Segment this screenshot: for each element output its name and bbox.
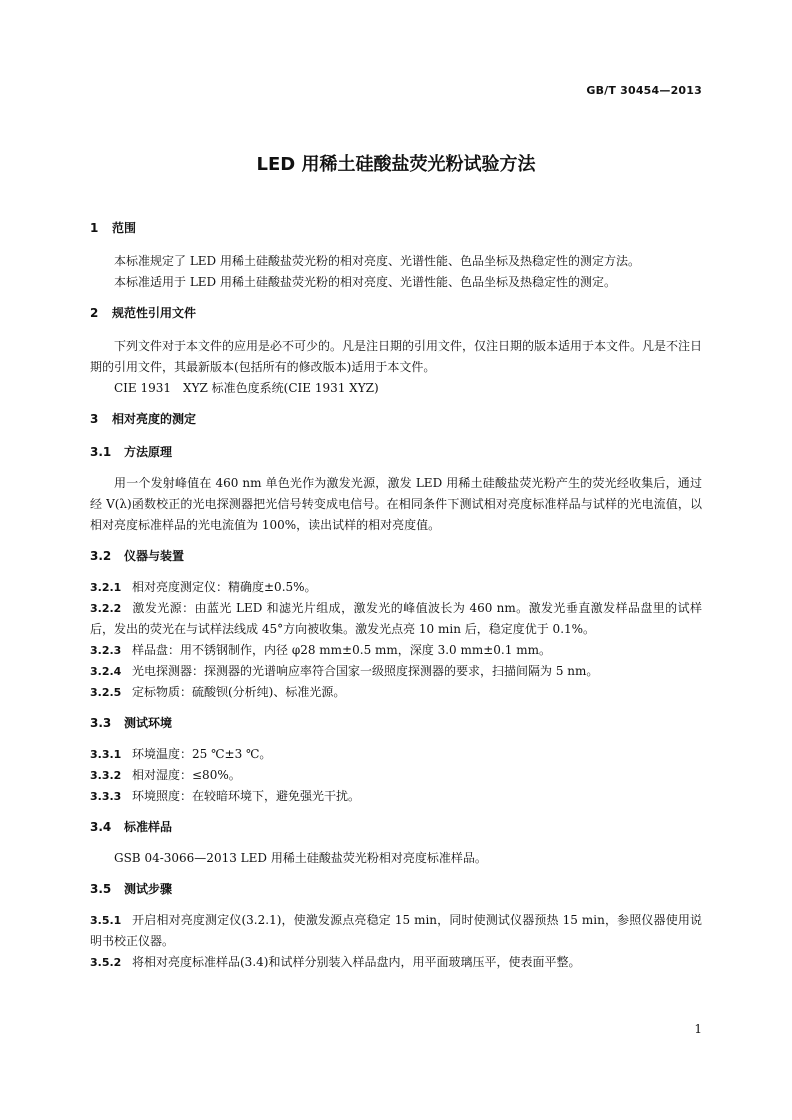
clause-item xyxy=(90,682,702,703)
clause-number: 3.5.1 xyxy=(90,914,122,927)
subsection-heading xyxy=(90,442,702,463)
clause-number: 3.2.5 xyxy=(90,686,122,699)
paragraph: 用一个发射峰值在 460 nm 单色光作为激发光源，激发 LED 用稀土硅酸盐荧光粉产生的荧光经收集后，通过经 V(λ)函数校正的光电探测器把光信号转变成电信号。在相同条件下测试相对亮度标准样品与试样的光电流值，以相对亮度标准样品的光电流值为 100%，读出试样的相对亮度值。 xyxy=(90,476,702,532)
subsection-number: 3.1 xyxy=(90,445,112,459)
subsection-number: 3.4 xyxy=(90,820,112,834)
subsection-heading xyxy=(90,817,702,838)
clause-text: 环境照度：在较暗环境下，避免强光干扰。 xyxy=(132,789,361,803)
clause-text: 定标物质：硫酸钡(分析纯)、标准光源。 xyxy=(132,685,346,699)
subsection-number: 3.2 xyxy=(90,549,112,563)
paragraph: GSB 04-3066—2013 LED 用稀土硅酸盐荧光粉相对亮度标准样品。 xyxy=(114,851,487,865)
subsection-number: 3.5 xyxy=(90,882,112,896)
clause-item xyxy=(90,640,702,661)
section-number: 2 xyxy=(90,306,99,320)
clause-text: 相对亮度测定仪：精确度±0.5%。 xyxy=(132,580,317,594)
section-title: 规范性引用文件 xyxy=(112,306,197,320)
page-number: 1 xyxy=(694,1022,702,1036)
paragraph: 下列文件对于本文件的应用是必不可少的。凡是注日期的引用文件，仅注日期的版本适用于本文件。凡是不注日期的引用文件，其最新版本(包括所有的修改版本)适用于本文件。 xyxy=(90,339,703,374)
clause-item xyxy=(90,744,702,765)
section-heading xyxy=(90,303,702,324)
paragraph: 本标准适用于 LED 用稀土硅酸盐荧光粉的相对亮度、光谱性能、色品坐标及热稳定性的测定。 xyxy=(114,275,616,289)
clause-item xyxy=(90,952,702,973)
clause-text: 样品盘：用不锈钢制作，内径 φ28 mm±0.5 mm，深度 3.0 mm±0.1 mm。 xyxy=(132,643,551,657)
subsection-title: 标准样品 xyxy=(124,820,173,834)
clause-number: 3.3.1 xyxy=(90,748,122,761)
standard-code: GB/T 30454—2013 xyxy=(586,84,702,97)
clause-number: 3.2.2 xyxy=(90,602,122,615)
normative-reference: CIE 1931 XYZ 标准色度系统(CIE 1931 XYZ) xyxy=(114,381,379,395)
clause-text: 激发光源：由蓝光 LED 和滤光片组成，激发光的峰值波长为 460 nm。激发光垂直激发样品盘里的试样后，发出的荧光在与试样法线成 45°方向被收集。激发光点亮 10 min 后，稳定度优于 0.1%。 xyxy=(90,601,702,636)
subsection-heading xyxy=(90,713,702,734)
subsection-title: 测试步骤 xyxy=(124,882,173,896)
clause-item xyxy=(90,765,702,786)
section-number: 1 xyxy=(90,221,99,235)
clause-text: 环境温度：25 ℃±3 ℃。 xyxy=(132,747,272,761)
clause-item xyxy=(90,910,702,952)
subsection-title: 方法原理 xyxy=(124,445,173,459)
clause-number: 3.2.1 xyxy=(90,581,122,594)
section-title: 范围 xyxy=(112,221,137,235)
subsection-number: 3.3 xyxy=(90,716,112,730)
clause-item xyxy=(90,598,702,640)
clause-number: 3.5.2 xyxy=(90,956,122,969)
clause-text: 开启相对亮度测定仪(3.2.1)，使激发源点亮稳定 15 min，同时使测试仪器预热 15 min，参照仪器使用说明书校正仪器。 xyxy=(90,913,702,948)
subsection-title: 测试环境 xyxy=(124,716,173,730)
section-title: 相对亮度的测定 xyxy=(112,412,197,426)
section-heading xyxy=(90,409,702,430)
paragraph: 本标准规定了 LED 用稀土硅酸盐荧光粉的相对亮度、光谱性能、色品坐标及热稳定性的测定方法。 xyxy=(114,254,640,268)
clause-number: 3.3.2 xyxy=(90,769,122,782)
section-heading xyxy=(90,218,702,239)
clause-number: 3.2.3 xyxy=(90,644,122,657)
clause-item xyxy=(90,577,702,598)
clause-number: 3.2.4 xyxy=(90,665,122,678)
document-title: LED 用稀土硅酸盐荧光粉试验方法 xyxy=(256,154,536,175)
clause-item xyxy=(90,661,702,682)
subsection-heading xyxy=(90,546,702,567)
document-body xyxy=(90,218,702,973)
clause-text: 相对湿度：≤80%。 xyxy=(132,768,241,782)
subsection-heading xyxy=(90,879,702,900)
clause-text: 将相对亮度标准样品(3.4)和试样分别装入样品盘内，用平面玻璃压平，使表面平整。 xyxy=(132,955,581,969)
section-number: 3 xyxy=(90,412,99,426)
clause-number: 3.3.3 xyxy=(90,790,122,803)
clause-text: 光电探测器：探测器的光谱响应率符合国家一级照度探测器的要求，扫描间隔为 5 nm。 xyxy=(132,664,599,678)
subsection-title: 仪器与装置 xyxy=(124,549,185,563)
clause-item xyxy=(90,786,702,807)
